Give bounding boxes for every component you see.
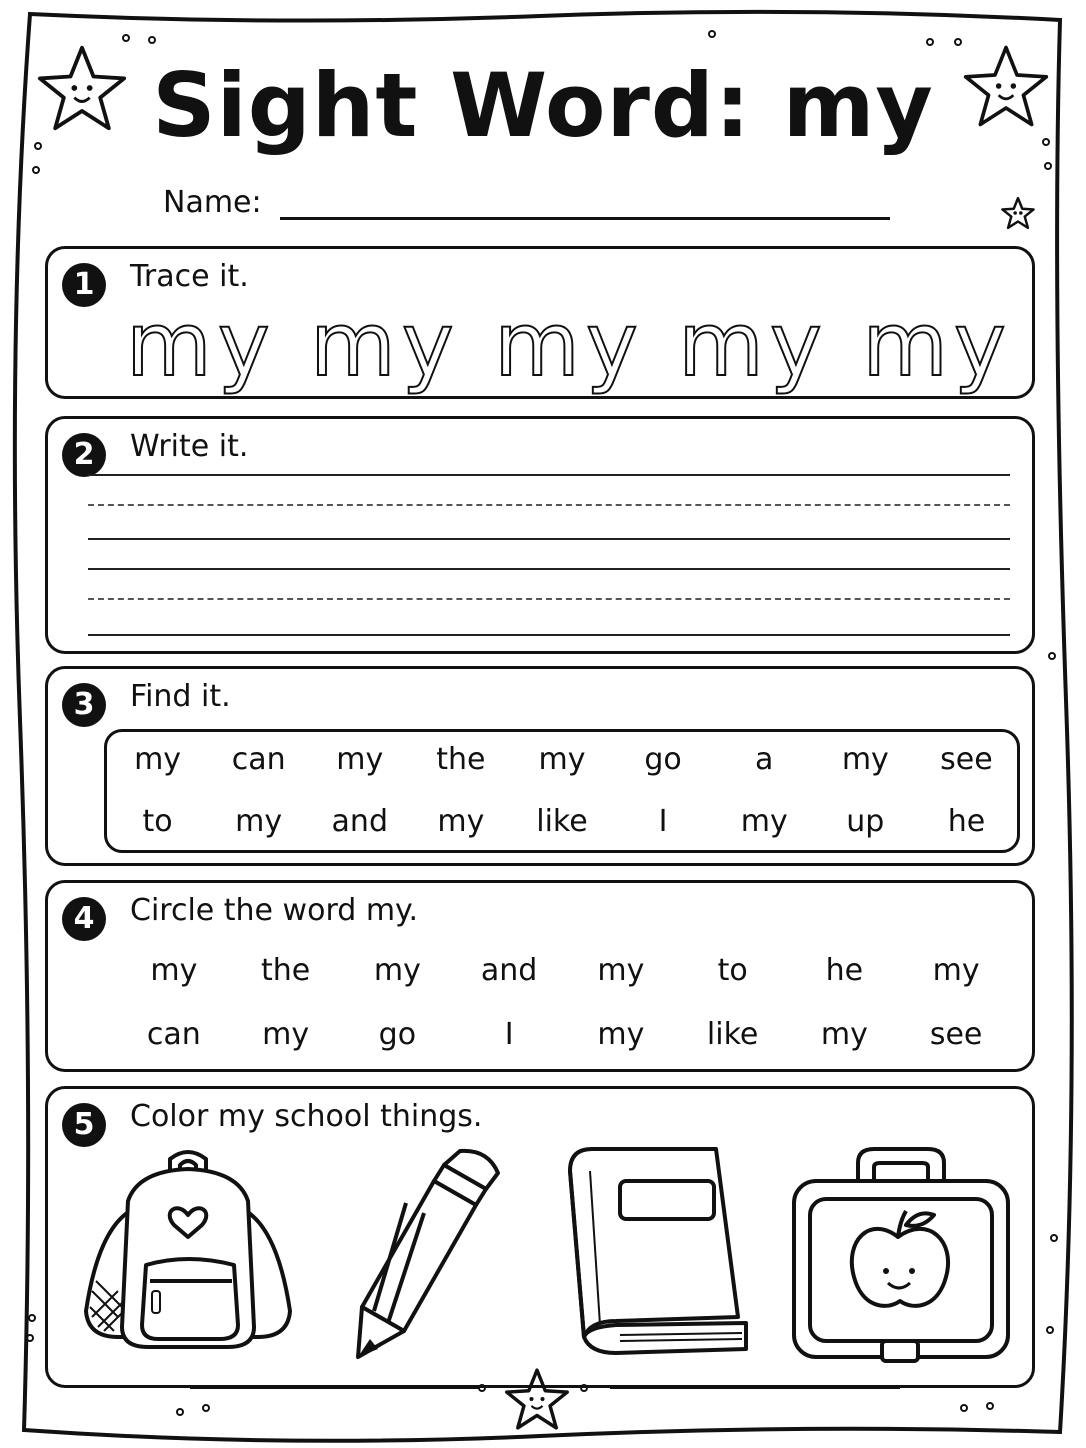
section-number: 3 [62,683,106,727]
trace-word[interactable]: my [310,293,460,396]
word[interactable]: my [235,804,283,839]
section-label: Trace it. [130,259,249,294]
section-label: Find it. [130,679,231,714]
word-row [107,804,1017,839]
word[interactable]: my [437,804,485,839]
top-line [88,474,1010,476]
word-row [118,953,1012,988]
word[interactable]: go [378,1017,417,1052]
word[interactable]: to [142,804,173,839]
base-line [88,634,1010,636]
word[interactable]: like [706,1017,759,1052]
word[interactable]: up [846,804,885,839]
word[interactable]: a [755,742,774,777]
word[interactable]: see [940,742,993,777]
word[interactable]: my [134,742,182,777]
trace-words [126,293,1012,396]
trace-word[interactable]: my [862,293,1012,396]
word[interactable]: like [536,804,588,839]
word[interactable]: the [261,953,311,988]
name-label: Name: [163,185,262,220]
section-circle [45,880,1035,1072]
word-search-box [104,729,1020,853]
section-color [45,1086,1035,1388]
base-line [88,538,1010,540]
word[interactable]: my [597,953,645,988]
footer-ornament [190,1378,900,1398]
top-line [88,568,1010,570]
word[interactable]: can [231,742,286,777]
backpack-icon[interactable] [78,1141,298,1361]
lunchbox-icon[interactable] [788,1141,1014,1365]
word[interactable]: my [820,1017,868,1052]
section-trace [45,246,1035,399]
word[interactable]: to [717,953,748,988]
word[interactable]: he [825,953,864,988]
word-row [118,1017,1012,1052]
book-icon[interactable] [556,1141,752,1363]
section-number: 1 [62,263,106,307]
section-label: Write it. [130,429,249,464]
name-write-line[interactable] [280,189,890,220]
word[interactable]: I [504,1017,514,1052]
pencil-icon[interactable] [348,1143,508,1365]
word[interactable]: my [336,742,384,777]
word[interactable]: he [947,804,986,839]
section-label: Circle the word my. [130,893,419,928]
word[interactable]: the [436,742,486,777]
word[interactable]: my [150,953,198,988]
word-row [107,742,1017,777]
word[interactable]: my [538,742,586,777]
mid-dashed-line [88,598,1010,600]
trace-word[interactable]: my [126,293,276,396]
trace-word[interactable]: my [494,293,644,396]
section-label: Color my school things. [130,1099,483,1134]
word[interactable]: go [644,742,682,777]
section-number: 4 [62,897,106,941]
word[interactable]: and [480,953,538,988]
word[interactable]: my [262,1017,310,1052]
section-write [45,416,1035,654]
section-number: 2 [62,433,106,477]
word[interactable]: can [146,1017,201,1052]
word[interactable]: see [929,1017,983,1052]
handwriting-lines[interactable] [88,474,1010,636]
word[interactable]: my [740,804,788,839]
star-icon [1000,196,1036,230]
word[interactable]: my [597,1017,645,1052]
word[interactable]: my [373,953,421,988]
word[interactable]: and [331,804,388,839]
word[interactable]: I [658,804,668,839]
page-title: Sight Word: my [152,54,934,157]
word[interactable]: my [932,953,980,988]
word[interactable]: my [841,742,889,777]
name-field-row [163,185,890,220]
section-find [45,666,1035,866]
mid-dashed-line [88,504,1010,506]
trace-word[interactable]: my [678,293,828,396]
section-number: 5 [62,1103,106,1147]
